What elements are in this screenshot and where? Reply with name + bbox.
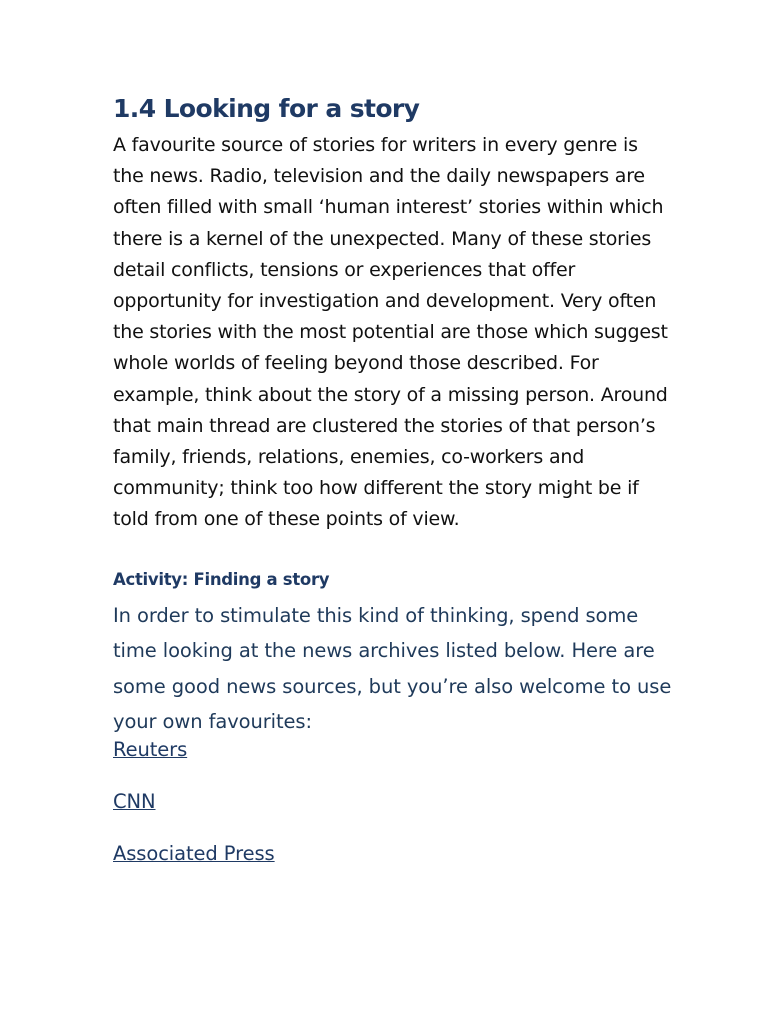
- list-item: [113, 788, 673, 840]
- section-heading: 1.4 Looking for a story: [113, 94, 420, 123]
- activity-title: Activity: Finding a story: [113, 569, 330, 589]
- list-item: [113, 840, 673, 892]
- section-paragraph: A favourite source of stories for writers in every genre is the news. Radio, television and the daily newspapers are often filled with small ‘human interest’ stories within which there is a kernel of the unexpected. Many of these stories detail conflicts, tensions or experiences that offer opportunity for investigation and development. Very often the stories with the most potential are those which suggest whole worlds of feeling beyond those described. For example, think about the story of a missing person. Around that main thread are clustered the stories of that person’s family, friends, relations, enemies, co-workers and community; think too how different the story might be if told from one of these points of view.: [113, 134, 668, 531]
- list-item: [113, 736, 673, 788]
- activity-box: [113, 566, 673, 892]
- associated-press-link[interactable]: Associated Press: [113, 841, 275, 865]
- activity-text: In order to stimulate this kind of thinking, spend some time looking at the news archives listed below. Here are some good news sources, but you’re also welcome to use your own favourites:: [113, 603, 672, 734]
- document-page: [113, 92, 673, 892]
- news-source-links: [113, 736, 673, 892]
- cnn-link[interactable]: CNN: [113, 789, 156, 813]
- reuters-link[interactable]: Reuters: [113, 737, 188, 761]
